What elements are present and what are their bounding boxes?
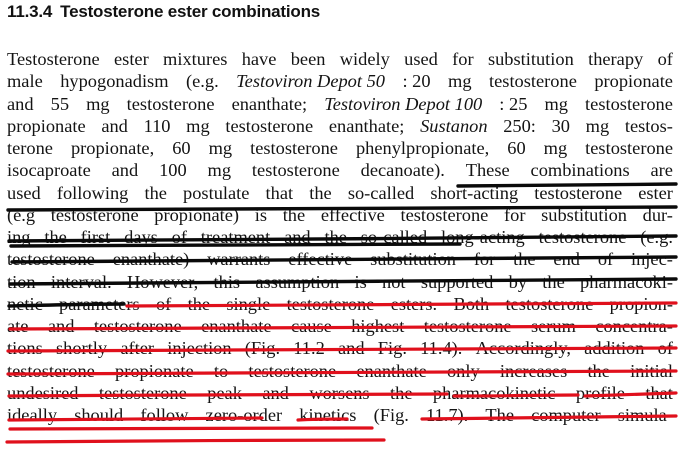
word: ideally bbox=[7, 405, 58, 425]
word: 11.2 bbox=[293, 338, 325, 359]
word: undesired bbox=[7, 382, 79, 403]
word: 250: bbox=[503, 115, 536, 136]
word: propionate bbox=[115, 360, 194, 381]
word: enanthate; bbox=[231, 93, 308, 114]
word: worsens bbox=[309, 382, 370, 403]
word: should bbox=[74, 405, 124, 425]
word: (e.g. bbox=[640, 227, 673, 247]
word: for bbox=[473, 249, 496, 270]
text-line bbox=[7, 336, 673, 360]
product-name: Sustanon bbox=[420, 115, 488, 136]
word: warrants bbox=[207, 249, 271, 270]
word: decanoate). bbox=[360, 160, 445, 181]
text-line bbox=[7, 69, 673, 93]
word: end bbox=[553, 249, 580, 270]
word: propionate, bbox=[70, 138, 155, 158]
word: testosterone bbox=[248, 360, 337, 381]
word: testosterone bbox=[7, 249, 95, 270]
word: substitution bbox=[541, 204, 627, 225]
word: : 25 bbox=[499, 93, 528, 114]
text-line bbox=[7, 292, 673, 316]
word: : 20 bbox=[402, 71, 431, 92]
word: tions bbox=[7, 338, 43, 359]
text-line bbox=[7, 403, 673, 427]
word: 60 bbox=[172, 138, 191, 158]
word: the bbox=[309, 182, 332, 203]
word: (Fig. bbox=[373, 405, 409, 425]
word: initial bbox=[630, 360, 673, 381]
text-line bbox=[7, 181, 673, 205]
product-name: Testoviron Depot 50 bbox=[236, 71, 385, 92]
word: that bbox=[645, 382, 673, 403]
word: computer bbox=[531, 405, 601, 425]
word: cause bbox=[290, 316, 332, 336]
word: peak bbox=[207, 382, 242, 403]
word: testosterone bbox=[286, 293, 375, 314]
word: that bbox=[265, 182, 294, 203]
word: isocaproate bbox=[7, 160, 91, 181]
word: Fig. bbox=[377, 338, 407, 359]
word: substitution bbox=[370, 249, 456, 270]
word: days bbox=[124, 227, 158, 247]
word: tion bbox=[7, 271, 36, 292]
word: pharmacokinetic bbox=[432, 382, 556, 403]
word: increases bbox=[499, 360, 568, 381]
word: is bbox=[354, 271, 367, 292]
word: Testosterone bbox=[7, 49, 100, 69]
word: mg bbox=[207, 160, 232, 181]
word: profile bbox=[575, 382, 625, 403]
word: following bbox=[56, 182, 129, 203]
word: terone bbox=[7, 138, 53, 158]
red-underline-12 bbox=[10, 428, 372, 429]
word: 11.4). bbox=[420, 338, 463, 359]
text-line bbox=[7, 270, 673, 294]
word: enanthate bbox=[356, 360, 427, 381]
word: testosterone bbox=[98, 382, 187, 403]
word: injection bbox=[167, 338, 232, 359]
word: mg bbox=[544, 93, 568, 114]
word: the bbox=[587, 360, 610, 381]
word: so-called bbox=[360, 227, 428, 247]
word: shortly bbox=[56, 338, 108, 359]
word: However, bbox=[126, 271, 199, 292]
word: of bbox=[657, 49, 673, 69]
word: the bbox=[282, 204, 306, 225]
word: after bbox=[120, 338, 154, 359]
word: of bbox=[597, 249, 614, 270]
word: propionate) bbox=[154, 204, 240, 225]
word: the bbox=[44, 227, 67, 247]
word: follow bbox=[140, 405, 189, 425]
word: interval. bbox=[50, 271, 112, 292]
word: of bbox=[155, 293, 172, 314]
word: (e.g bbox=[7, 204, 36, 225]
word: male bbox=[7, 71, 43, 92]
word: testosterone bbox=[423, 316, 512, 336]
word: to bbox=[213, 360, 229, 381]
word: (e.g. bbox=[185, 71, 219, 92]
word: testosterone bbox=[400, 204, 489, 225]
word: propionate bbox=[7, 115, 86, 136]
word: the bbox=[513, 249, 536, 270]
word: testos- bbox=[624, 115, 673, 136]
word: simula- bbox=[617, 405, 673, 425]
word: testosterone bbox=[534, 182, 623, 203]
word: treatment bbox=[200, 227, 271, 247]
word: dur- bbox=[642, 204, 673, 225]
word: ester bbox=[114, 49, 149, 69]
word: assumption bbox=[255, 271, 340, 292]
word: and bbox=[262, 382, 289, 403]
word: for bbox=[504, 204, 526, 225]
word: These bbox=[465, 160, 510, 181]
section-title: Testosterone ester combinations bbox=[60, 2, 321, 21]
word: 30 bbox=[551, 115, 570, 136]
word: (Fig. bbox=[244, 338, 281, 359]
word: not bbox=[382, 271, 406, 292]
word: hypogonadism bbox=[60, 71, 169, 92]
word: 55 bbox=[50, 93, 70, 114]
word: testosterone bbox=[126, 93, 215, 114]
word: kinetics bbox=[299, 405, 357, 425]
section-number: 11.3.4 bbox=[7, 2, 53, 21]
word: of bbox=[171, 227, 187, 247]
word: 110 bbox=[143, 115, 171, 136]
text-line bbox=[7, 47, 673, 71]
word: ing bbox=[7, 227, 31, 247]
section-heading bbox=[7, 2, 320, 22]
word: Both bbox=[453, 293, 490, 314]
word: testosterone bbox=[489, 71, 577, 92]
text-line bbox=[7, 225, 673, 249]
product-name: Testoviron Depot 100 bbox=[324, 93, 483, 114]
word: mg bbox=[585, 115, 610, 136]
word: netic bbox=[7, 293, 43, 314]
word: enanthate) bbox=[112, 249, 190, 270]
word: enanthate; bbox=[328, 115, 405, 136]
text-line bbox=[7, 114, 673, 138]
word: single bbox=[226, 293, 271, 314]
word: testosterone bbox=[505, 293, 594, 314]
word: short-acting bbox=[430, 182, 519, 203]
word: the bbox=[324, 227, 347, 247]
word: and bbox=[111, 160, 139, 181]
word: mg bbox=[543, 138, 568, 158]
word: testosterone bbox=[585, 93, 673, 114]
word: used bbox=[7, 182, 41, 203]
text-line bbox=[7, 314, 673, 338]
word: and bbox=[338, 338, 365, 359]
word: by bbox=[508, 271, 528, 292]
word: concentra- bbox=[595, 316, 673, 336]
word: the bbox=[390, 382, 413, 403]
word: only bbox=[446, 360, 480, 381]
word: therapy bbox=[588, 49, 644, 69]
word: testosterone bbox=[93, 316, 182, 336]
text-line bbox=[7, 158, 673, 182]
word: addition bbox=[584, 338, 645, 359]
red-underline-11 bbox=[7, 440, 384, 442]
word: so-called bbox=[347, 182, 415, 203]
word: testosterone bbox=[251, 160, 340, 181]
word: widely bbox=[339, 49, 390, 69]
word: zero-order bbox=[205, 405, 283, 425]
word: are bbox=[650, 160, 673, 181]
word: 11.7). bbox=[426, 405, 469, 425]
word: testosterone bbox=[250, 138, 338, 158]
word: ester bbox=[638, 182, 673, 203]
word: have bbox=[241, 49, 277, 69]
word: the bbox=[542, 271, 565, 292]
word: testosterone bbox=[538, 227, 627, 247]
word: first bbox=[80, 227, 111, 247]
word: used bbox=[404, 49, 438, 69]
word: postulate bbox=[183, 182, 250, 203]
word: ate bbox=[7, 316, 29, 336]
word: been bbox=[290, 49, 326, 69]
word: testosterone bbox=[50, 204, 139, 225]
word: parameters bbox=[59, 293, 140, 314]
word: substitution bbox=[487, 49, 574, 69]
text-line bbox=[7, 381, 673, 405]
word: mg bbox=[186, 115, 210, 136]
word: the bbox=[187, 293, 211, 314]
word: effective bbox=[320, 204, 385, 225]
text-line bbox=[7, 247, 673, 271]
word: Accordingly, bbox=[475, 338, 571, 359]
word: serum bbox=[530, 316, 576, 336]
word: mg bbox=[448, 71, 472, 92]
text-line bbox=[7, 136, 673, 160]
word: propionate bbox=[594, 71, 673, 92]
word: pharmacoki- bbox=[580, 271, 673, 292]
word: testosterone bbox=[225, 115, 314, 136]
word: is bbox=[254, 204, 268, 225]
word: long-acting bbox=[440, 227, 525, 247]
word: propion- bbox=[609, 293, 673, 314]
word: mixtures bbox=[163, 49, 228, 69]
word: effective bbox=[288, 249, 353, 270]
word: supported bbox=[420, 271, 494, 292]
word: the bbox=[144, 182, 167, 203]
word: mg bbox=[86, 93, 110, 114]
word: this bbox=[213, 271, 241, 292]
word: and bbox=[284, 227, 311, 247]
word: and bbox=[47, 316, 75, 336]
word: mg bbox=[208, 138, 233, 158]
word: enanthate bbox=[201, 316, 272, 336]
word: and bbox=[7, 93, 34, 114]
word: 100 bbox=[159, 160, 187, 181]
text-line bbox=[7, 92, 673, 116]
word: 60 bbox=[507, 138, 526, 158]
word: highest bbox=[351, 316, 405, 336]
word: esters. bbox=[390, 293, 438, 314]
word: testosterone bbox=[7, 360, 95, 381]
word: combinations bbox=[530, 160, 630, 181]
word: for bbox=[452, 49, 474, 69]
word: The bbox=[485, 405, 514, 425]
word: of bbox=[657, 338, 673, 359]
word: and bbox=[101, 115, 128, 136]
word: testosterone bbox=[585, 138, 673, 158]
text-line bbox=[7, 203, 673, 227]
text-line bbox=[7, 359, 673, 383]
word: injec- bbox=[631, 249, 673, 270]
word: phenylpropionate, bbox=[355, 138, 490, 158]
